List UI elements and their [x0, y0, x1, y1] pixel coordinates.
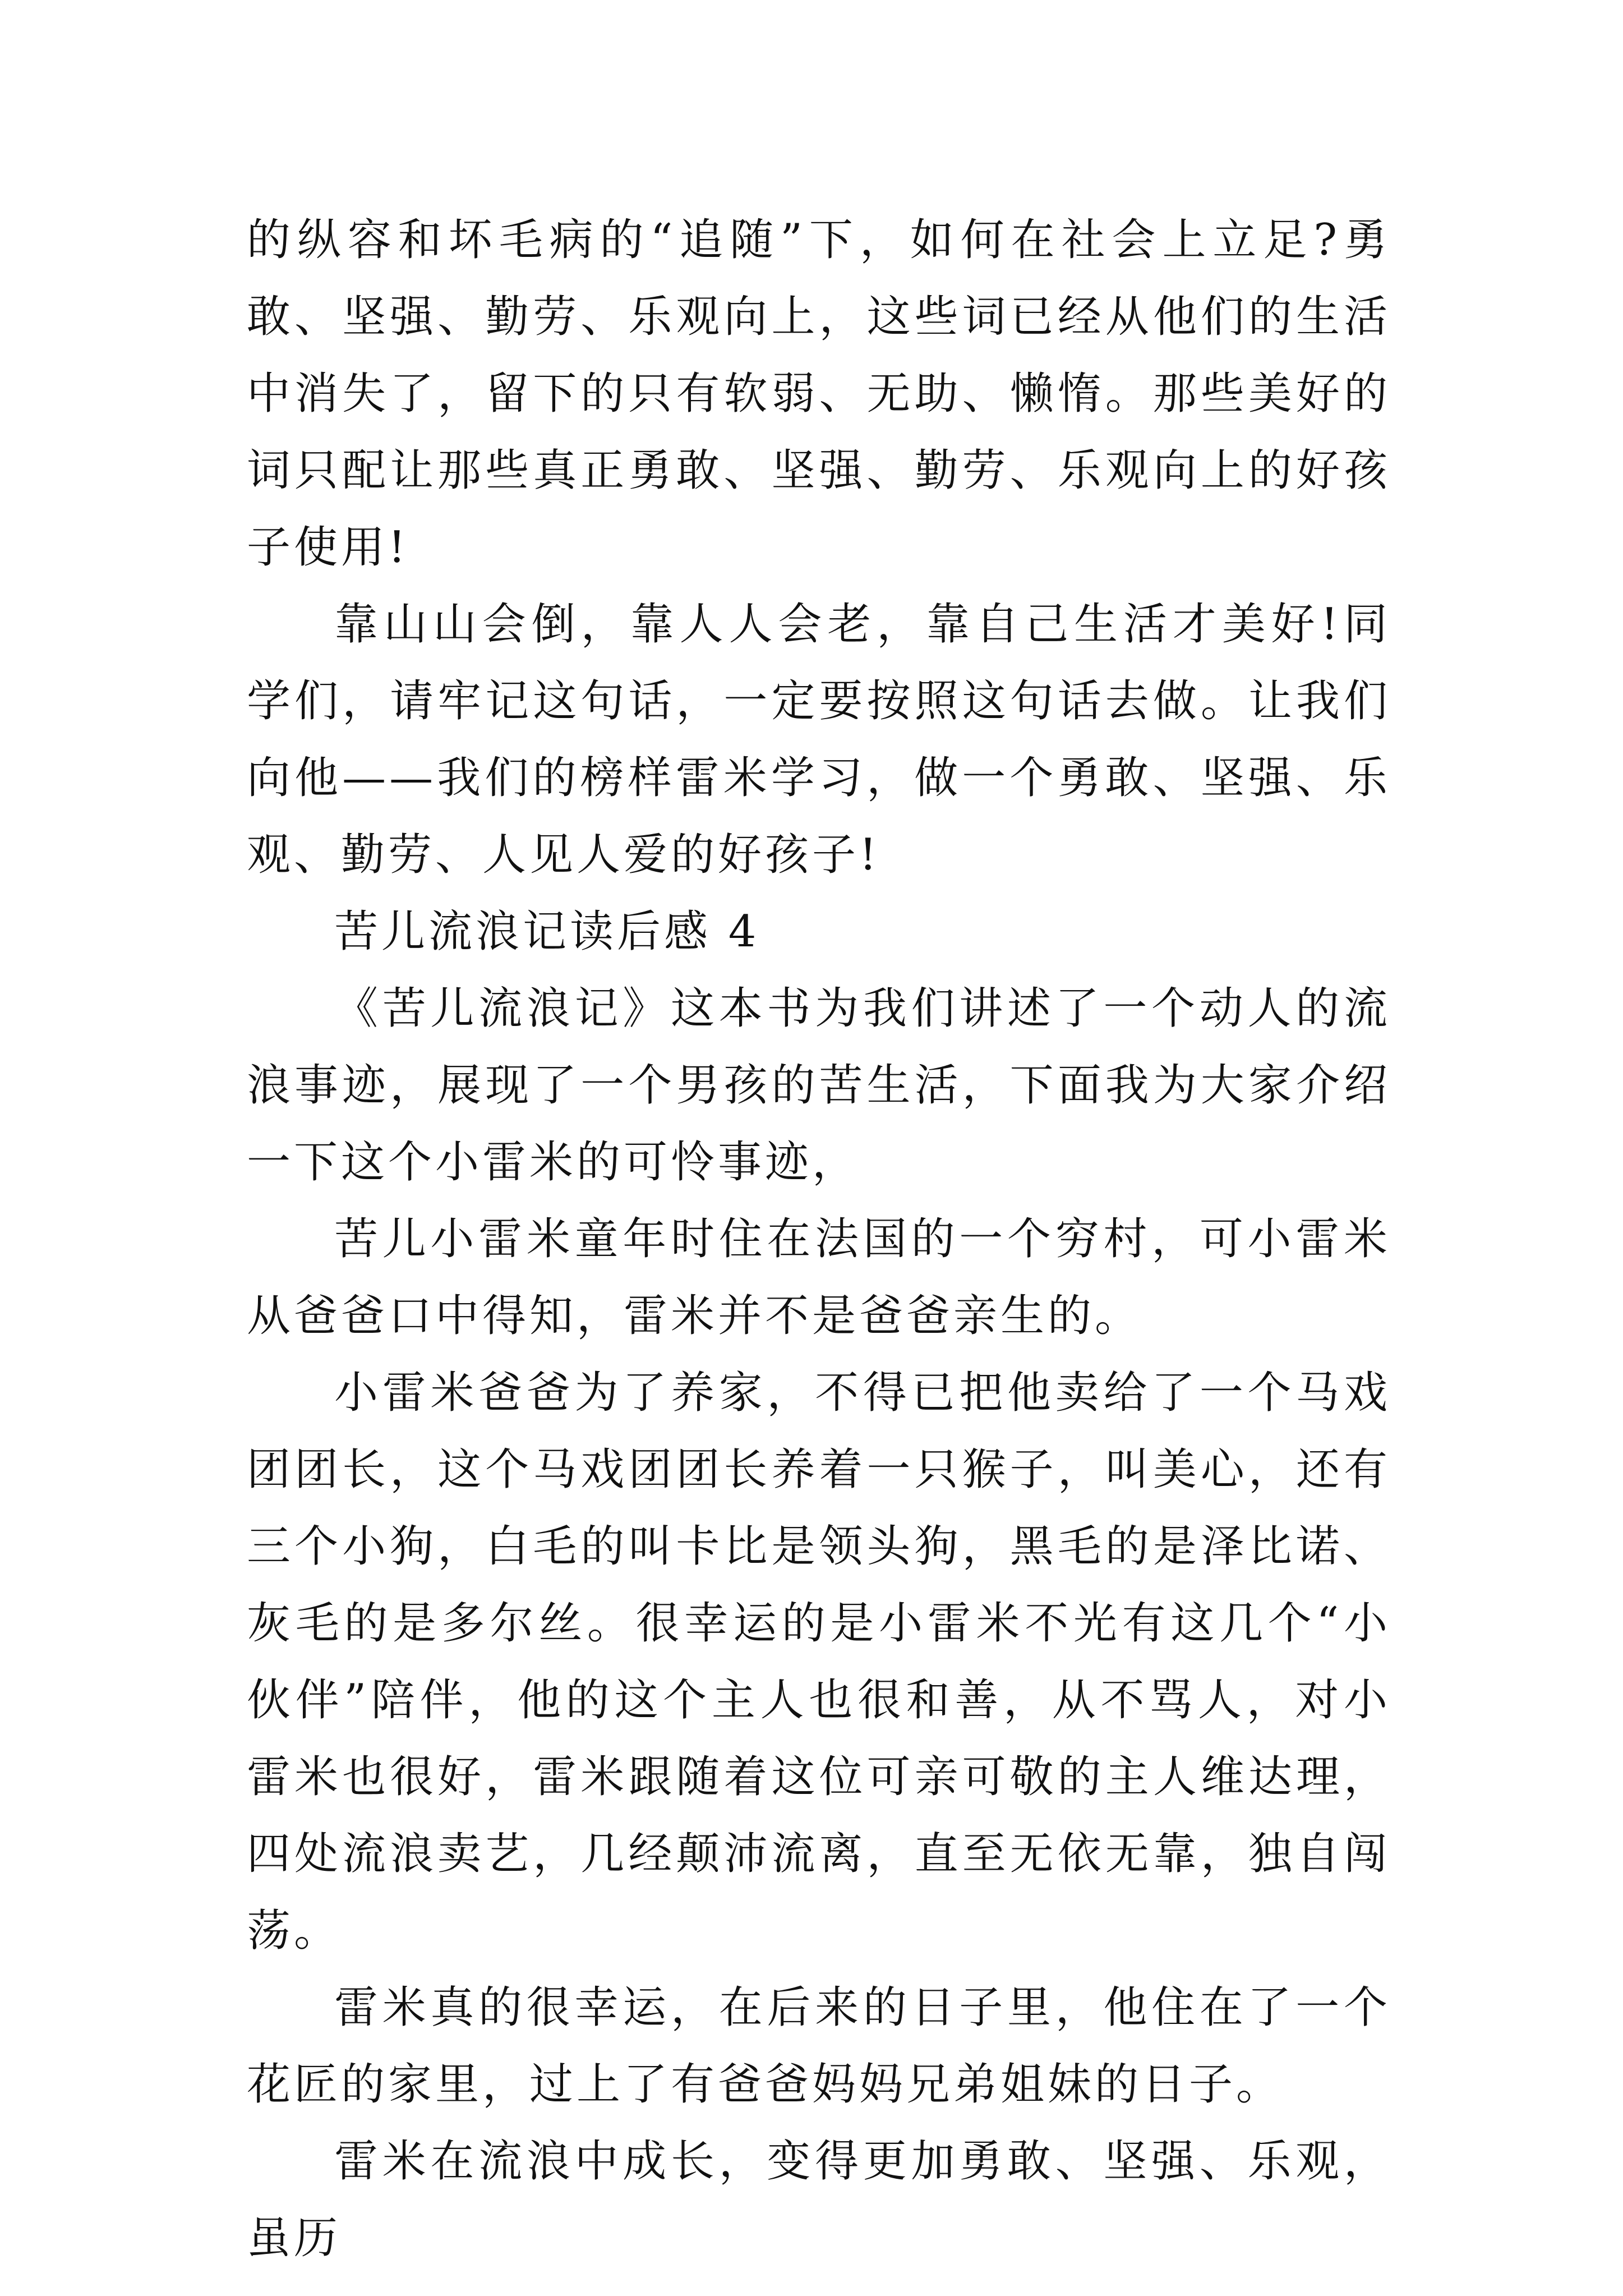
paragraph-5: 小雷米爸爸为了养家，不得已把他卖给了一个马戏团团长，这个马戏团团长养着一只猴子，叫美心，还有三个小狗，白毛的叫卡比是领头狗，黑毛的是泽比诺、灰毛的是多尔丝。很幸运的是小雷米不光有这几个“小伙伴”陪伴，他的这个主人也很和善，从不骂人，对小雷米也很好，雷米跟随着这位可亲可敬的主人维达理，四处流浪卖艺，几经颠沛流离，直至无依无靠，独自闯荡。	[247, 1368, 1391, 1956]
paragraph-6: 雷米真的很幸运，在后来的日子里，他住在了一个花匠的家里，过上了有爸爸妈妈兄弟姐妹的日子。	[247, 1982, 1391, 2110]
section-heading: 苦儿流浪记读后感 4	[334, 907, 760, 957]
paragraph-7: 雷米在流浪中成长，变得更加勇敢、坚强、乐观，虽历	[247, 2136, 1391, 2263]
paragraph-3: 《苦儿流浪记》这本书为我们讲述了一个动人的流浪事迹，展现了一个男孩的苦生活，下面我为大家介绍一下这个小雷米的可怜事迹，	[247, 983, 1391, 1188]
body-text	[247, 202, 1391, 2277]
paragraph-1: 的纵容和坏毛病的“追随”下，如何在社会上立足?勇敢、坚强、勤劳、乐观向上，这些词已经从他们的生活中消失了，留下的只有软弱、无助、懒惰。那些美好的词只配让那些真正勇敢、坚强、勤劳、乐观向上的好孩子使用!	[247, 215, 1391, 573]
paragraph-4: 苦儿小雷米童年时住在法国的一个穷村，可小雷米从爸爸口中得知，雷米并不是爸爸亲生的。	[247, 1214, 1391, 1341]
paragraph-2: 靠山山会倒，靠人人会老，靠自己生活才美好!同学们，请牢记这句话，一定要按照这句话去做。让我们向他——我们的榜样雷米学习，做一个勇敢、坚强、乐观、勤劳、人见人爱的好孩子!	[247, 599, 1391, 880]
